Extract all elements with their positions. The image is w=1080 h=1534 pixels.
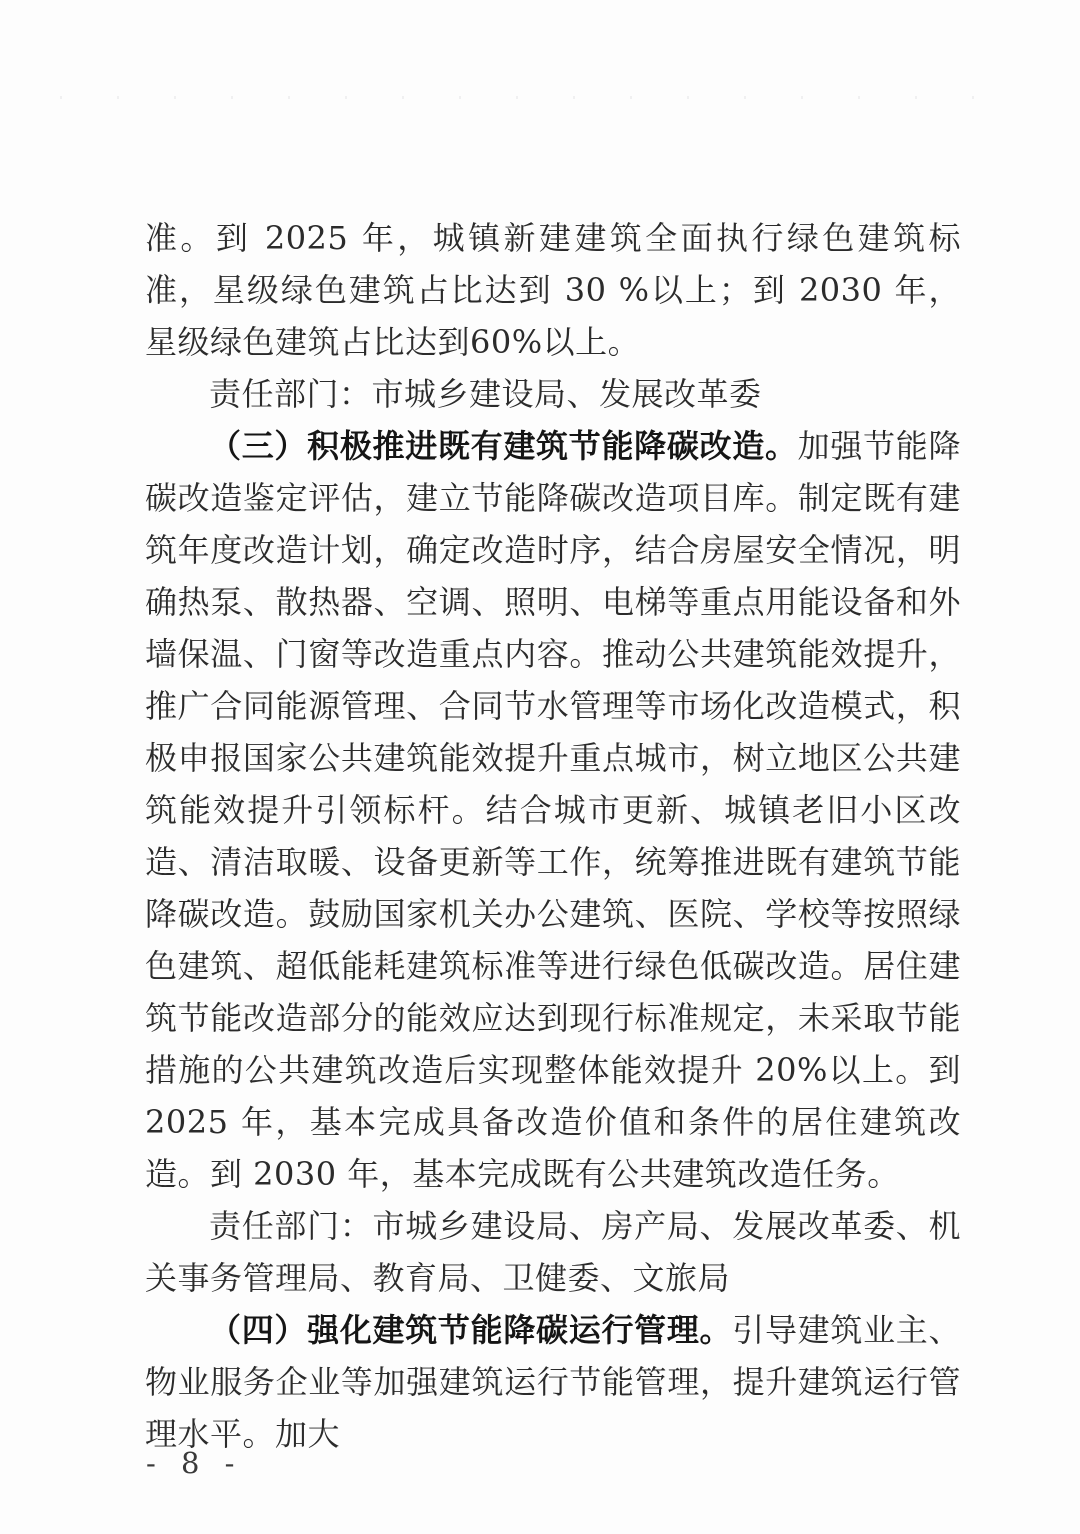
responsibility-line-1: 责任部门：市城乡建设局、发展改革委 bbox=[209, 375, 762, 413]
section-3-heading: （三）积极推进既有建筑节能降碳改造。 bbox=[209, 427, 798, 465]
document-body bbox=[145, 212, 961, 1460]
section-3-paragraph bbox=[145, 420, 961, 1200]
paragraph-continuation: 准。到 2025 年，城镇新建建筑全面执行绿色建筑标准，星级绿色建筑占比达到 30 %以上；到 2030 年，星级绿色建筑占比达到60%以上。 bbox=[145, 219, 961, 361]
responsibility-line-2: 责任部门：市城乡建设局、房产局、发展改革委、机关事务管理局、教育局、卫健委、文旅局 bbox=[145, 1207, 961, 1297]
section-4-heading: （四）强化建筑节能降碳运行管理。 bbox=[209, 1311, 733, 1349]
scan-artifact-dots bbox=[60, 96, 1020, 99]
section-4-paragraph bbox=[145, 1304, 961, 1460]
section-4-body: 引导建筑业主、物业服务企业等加强建筑运行节能管理，提升建筑运行管理水平。加大 bbox=[145, 1311, 961, 1453]
section-3-body: 加强节能降碳改造鉴定评估，建立节能降碳改造项目库。制定既有建筑年度改造计划，确定改造时序，结合房屋安全情况，明确热泵、散热器、空调、照明、电梯等重点用能设备和外墙保温、门窗等改造重点内容。推动公共建筑能效提升，推广合同能源管理、合同节水管理等市场化改造模式，积极申报国家公共建筑能效提升重点城市，树立地区公共建筑能效提升引领标杆。结合城市更新、城镇老旧小区改造、清洁取暖、设备更新等工作，统筹推进既有建筑节能降碳改造。鼓励国家机关办公建筑、医院、学校等按照绿色建筑、超低能耗建筑标准等进行绿色低碳改造。居住建筑节能改造部分的能效应达到现行标准规定，未采取节能措施的公共建筑改造后实现整体能效提升 20%以上。到 2025 年，基本完成具备改造价值和条件的居住建筑改造。到 2030 年，基本完成既有公共建筑改造任务。 bbox=[145, 427, 961, 1193]
page-number: - 8 - bbox=[146, 1446, 243, 1480]
